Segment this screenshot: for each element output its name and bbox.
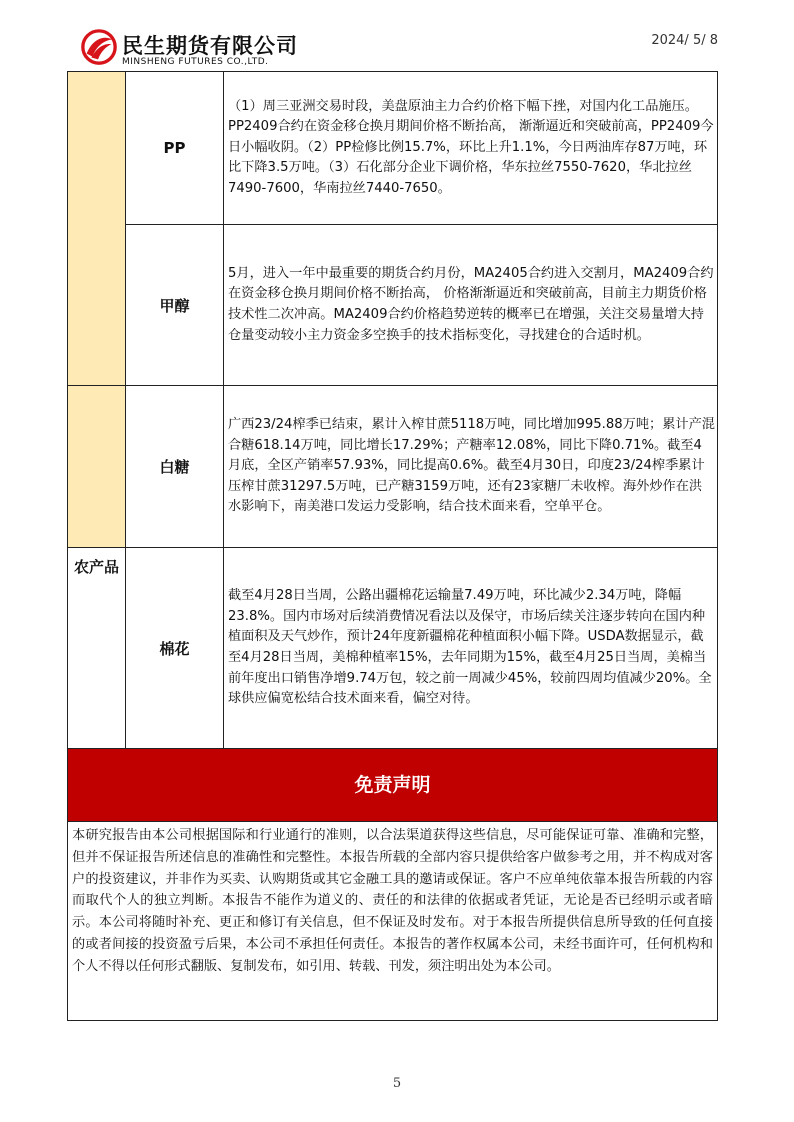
company-name-cn: 民生期货有限公司	[122, 34, 298, 58]
category-cell-chemicals	[68, 72, 126, 386]
page-number: 5	[392, 1076, 402, 1091]
category-label: 农产品	[73, 558, 119, 576]
commodity-commentary: 5月，进入一年中最重要的期货合约月份，MA2405合约进入交割月，MA2409合约在资金移仓换月期间价格不断抬高， 价格渐渐逼近和突破前高，目前主力期货价格技术性二次冲高。MA2409合约价格趋势逆转的概率已在增强，关注交易量增大持仓量变动较小主力资金多空换手的技术指标变化，寻找建仓的合适时机。	[224, 225, 718, 386]
disclaimer-text: 本研究报告由本公司根据国际和行业通行的准则，以合法渠道获得这些信息，尽可能保证可靠、准确和完整，但并不保证报告所述信息的准确性和完整性。本报告所载的全部内容只提供给客户做参考之用，并不构成对客户的投资建议，并非作为买卖、认购期货或其它金融工具的邀请或保证。客户不应单纯依靠本报告所载的内容而取代个人的独立判断。本报告不能作为道义的、责任的和法律的依据或者凭证，无论是否已经明示或者暗示。本公司将随时补充、更正和修订有关信息，但不保证及时发布。对于本报告所提供信息所导致的任何直接的或者间接的投资盈亏后果，本公司不承担任何责任。本报告的著作权属本公司，未经书面许可，任何机构和个人不得以任何形式翻版、复制发布，如引用、转载、刊发，须注明出处为本公司。	[67, 822, 718, 1021]
disclaimer-title: 免责声明	[67, 748, 718, 822]
minsheng-logo-icon	[80, 28, 118, 66]
table-row	[68, 72, 718, 225]
commodity-name: 白糖	[126, 386, 224, 548]
commodity-commentary: （1）周三亚洲交易时段，美盘原油主力合约价格下幅下挫，对国内化工品施压。PP2409合约在资金移仓换月期间价格不断抬高， 渐渐逼近和突破前高，PP2409今日小幅收阴。（2）PP检修比例15.7%，环比上升1.1%，今日两油库存87万吨，环比下降3.5万吨。（3）石化部分企业下调价格，华东拉丝7550-7620，华北拉丝7490-7600，华南拉丝7440-7650。	[224, 72, 718, 225]
commodity-commentary: 广西23/24榨季已结束，累计入榨甘蔗5118万吨，同比增加995.88万吨；累计产混合糖618.14万吨，同比增长17.29%；产糖率12.08%，同比下降0.71%。截至4月底，全区产销率57.93%，同比提高0.6%。截至4月30日，印度23/24榨季累计压榨甘蔗31297.5万吨，已产糖3159万吨，还有23家糖厂未收榨。海外炒作在洪水影响下，南美港口发运力受影响，结合技术面来看，空单平仓。	[224, 386, 718, 548]
company-name-en: MINSHENG FUTURES CO.,LTD.	[122, 57, 269, 67]
commodity-commentary: 截至4月28日当周，公路出疆棉花运输量7.49万吨，环比减少2.34万吨，降幅23.8%。国内市场对后续消费情况看法以及保守，市场后续关注逐步转向在国内种植面积及天气炒作，预计24年度新疆棉花种植面积小幅下降。USDA数据显示，截至4月28日当周，美棉种植率15%，去年同期为15%，截至4月25日当周，美棉当前年度出口销售净增9.74万包，较之前一周减少45%，较前四周均值减少20%。全球供应偏宽松结合技术面来看，偏空对待。	[224, 548, 718, 749]
table-row	[68, 386, 718, 548]
commodity-table	[67, 71, 718, 749]
commodity-name: PP	[126, 72, 224, 225]
category-cell-agri-top	[68, 386, 126, 548]
report-date: 2024/ 5/ 8	[651, 33, 718, 48]
table-row	[68, 225, 718, 386]
commodity-name: 甲醇	[126, 225, 224, 386]
page-header	[0, 0, 794, 72]
commodity-name: 棉花	[126, 548, 224, 749]
category-label-agri	[68, 548, 126, 749]
table-row	[68, 548, 718, 749]
